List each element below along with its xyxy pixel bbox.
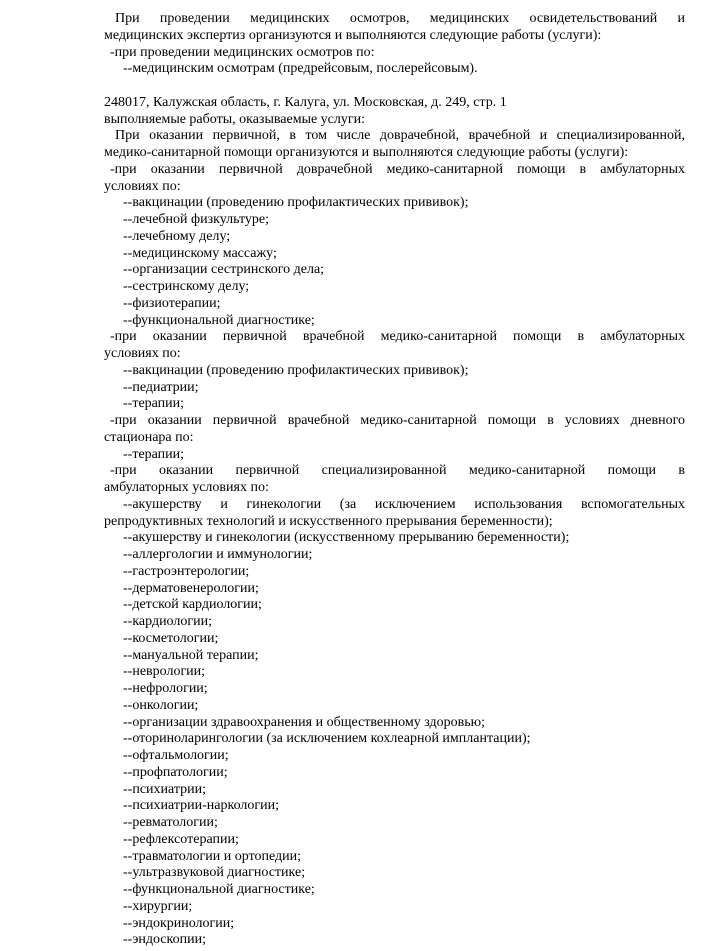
document-line: --психиатрии-наркологии; [123,798,280,814]
document-line: -при оказании первичной доврачебной медико-санитарной помощи в амбулаторных [110,161,685,177]
document-line: --детской кардиологии; [123,597,262,613]
document-line: --медицинским осмотрам (предрейсовым, послерейсовым). [123,61,478,77]
document-line: --гастроэнтерологии; [123,563,250,579]
document-line: --профпатологии; [123,764,228,780]
document-line: --оториноларингологии (за исключением кохлеарной имплантации); [123,731,531,747]
document-line: --мануальной терапии; [123,647,259,663]
document-line: --психиатрии; [123,781,207,797]
document-line: медико-санитарной помощи организуются и выполняются следующие работы (услуги): [104,145,629,160]
document-line: --организации сестринского дела; [123,262,325,278]
document-line: репродуктивных технологий и искусственного прерывания беременности); [104,513,553,529]
document-line: условиях по: [104,178,181,194]
document-line: --сестринскому делу; [123,279,250,294]
document-line: --акушерству и гинекологии (за исключением использования вспомогательных [123,496,685,512]
document-line: --нефрологии; [123,681,208,696]
document-line: --медицинскому массажу; [123,245,277,261]
document-line: -при оказании первичной врачебной медико-санитарной помощи в амбулаторных [110,329,685,345]
document-line: --кардиологии; [123,614,212,629]
document-line: --терапии; [123,446,185,462]
document-line: медицинских экспертиз организуются и выполняются следующие работы (услуги): [104,27,602,43]
document-line: --эндокринологии; [123,915,235,931]
document-line: При проведении медицинских осмотров, медицинских освидетельствований и [115,11,685,26]
document-line: --аллергологии и иммунологии; [123,547,313,562]
document-line: --вакцинации (проведению профилактических прививок); [123,362,469,378]
document-line: --эндоскопии; [123,932,206,948]
document-line: --лечебному делу; [123,228,231,244]
document-line: амбулаторных условиях по: [104,480,269,495]
document-line: --ультразвуковой диагностике; [123,865,306,881]
document-line: -при оказании первичной врачебной медико-санитарной помощи в условиях дневного [110,413,685,428]
document-line: --косметологии; [123,630,219,646]
document-line: --рефлексотерапии; [123,831,239,847]
document-line: --функциональной диагностике; [123,882,315,897]
document-line: -при проведении медицинских осмотров по: [110,44,375,60]
document-line: --лечебной физкультуре; [123,212,269,227]
document-line: --организации здравоохранения и общественному здоровью; [123,714,485,730]
document-line: выполняемые работы, оказываемые услуги: [104,111,366,127]
document-line: условиях по: [104,346,181,361]
document-line: -при оказании первичной специализированной медико-санитарной помощи в [110,463,685,479]
document-text-block [104,11,685,949]
document-line: --дерматовенерологии; [123,580,259,596]
document-line: --физиотерапии; [123,295,221,311]
document-line: --онкологии; [123,697,199,713]
document-line: --неврологии; [123,664,206,680]
document-line: --терапии; [123,396,185,412]
document-line: стационара по: [104,429,194,445]
document-line: 248017, Калужская область, г. Калуга, ул. Московская, д. 249, стр. 1 [104,94,507,110]
document-line: --офтальмологии; [123,748,229,763]
document-line: --педиатрии; [123,379,199,395]
document-line: --травматологии и ортопедии; [123,848,302,864]
document-line: --вакцинации (проведению профилактических прививок); [123,195,469,211]
document-line: --ревматологии; [123,815,218,830]
document-line: --функциональной диагностике; [123,312,315,328]
blank-line [104,78,685,95]
document-line: --хирургии; [123,898,193,914]
document-line: При оказании первичной, в том числе доврачебной, врачебной и специализированной, [115,128,685,144]
document-line: --акушерству и гинекологии (искусственному прерыванию беременности); [123,530,570,546]
